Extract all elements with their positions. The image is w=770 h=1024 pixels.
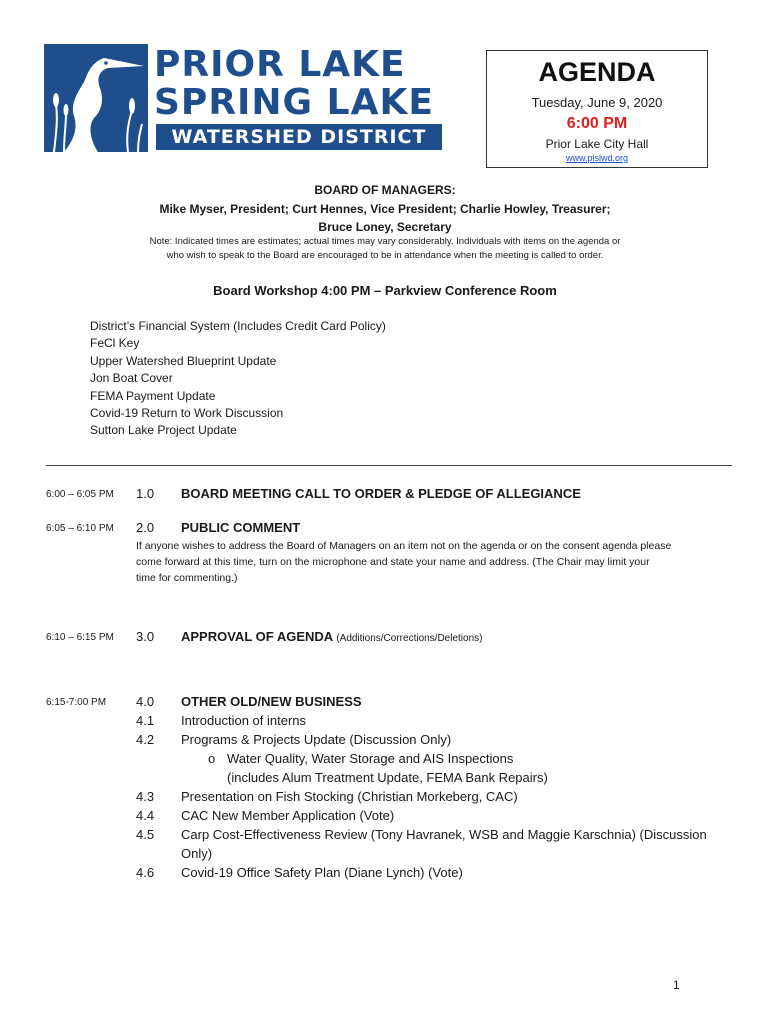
managers-line-1: Mike Myser, President; Curt Hennes, Vice President; Charlie Howley, Treasurer;	[159, 202, 611, 216]
item4-3-text: Presentation on Fish Stocking (Christian Morkeberg, CAC)	[181, 789, 518, 804]
item4-3-number: 4.3	[136, 789, 155, 804]
item2-description-line-3: time for commenting.)	[136, 572, 238, 584]
item4-5-text: Carp Cost-Effectiveness Review (Tony Havranek, WSB and Maggie Karschnia) (Discussion	[181, 827, 707, 842]
item3-number: 3.0	[136, 629, 155, 644]
workshop-item: Jon Boat Cover	[90, 371, 173, 386]
item1-title: BOARD MEETING CALL TO ORDER & PLEDGE OF ALLEGIANCE	[181, 486, 581, 501]
item4-1-text: Introduction of interns	[181, 713, 307, 728]
item2-description-line-2: come forward at this time, turn on the microphone and state your name and address. (The Chair may limit your	[136, 556, 650, 568]
note-line-2: who wish to speak to the Board are encouraged to be in attendance when the meeting is called to order.	[166, 250, 604, 261]
item4-4-number: 4.4	[136, 808, 155, 823]
workshop-item: Upper Watershed Blueprint Update	[90, 353, 277, 368]
item4-2-number: 4.2	[136, 732, 155, 747]
item4-4-text: CAC New Member Application (Vote)	[181, 808, 395, 823]
workshop-title: Board Workshop 4:00 PM – Parkview Conference Room	[213, 283, 557, 298]
logo-line-1: PRIOR LAKE	[154, 44, 406, 85]
item4-1-number: 4.1	[136, 713, 155, 728]
note-line-1: Note: Indicated times are estimates; actual times may vary considerably. Individuals with items on the agenda or	[149, 236, 621, 247]
workshop-item: Sutton Lake Project Update	[90, 423, 237, 438]
managers-line-2: Bruce Loney, Secretary	[318, 220, 452, 234]
workshop-list	[90, 318, 386, 440]
heron-icon	[44, 44, 148, 152]
item3-time: 6:10 – 6:15 PM	[46, 632, 114, 643]
item4-2-bullet-line-2: (includes Alum Treatment Update, FEMA Bank Repairs)	[227, 770, 548, 785]
item2-number: 2.0	[136, 520, 155, 535]
page-number: 1	[673, 978, 680, 992]
item4-number: 4.0	[136, 694, 155, 709]
agenda-box	[486, 50, 708, 168]
meeting-time: 6:00 PM	[566, 115, 628, 132]
item3-heading	[181, 629, 482, 644]
item1-time: 6:00 – 6:05 PM	[46, 489, 114, 500]
item4-title: OTHER OLD/NEW BUSINESS	[181, 694, 362, 709]
item3-title: APPROVAL OF AGENDA	[181, 629, 333, 644]
item1-number: 1.0	[136, 486, 155, 501]
item2-time: 6:05 – 6:10 PM	[46, 523, 114, 534]
workshop-item: FEMA Payment Update	[90, 388, 216, 403]
item4-time: 6:15-7:00 PM	[46, 697, 107, 708]
section-divider	[46, 465, 732, 466]
item4-6-text: Covid-19 Office Safety Plan (Diane Lynch) (Vote)	[181, 865, 463, 880]
logo-line-2: SPRING LAKE	[154, 82, 434, 123]
item2-description-line-1: If anyone wishes to address the Board of Managers on an item not on the agenda or on the consent agenda please	[136, 540, 672, 552]
agenda-title: AGENDA	[538, 57, 656, 87]
item2-title: PUBLIC COMMENT	[181, 520, 301, 535]
workshop-item: District’s Financial System (Includes Credit Card Policy)	[90, 319, 386, 333]
item4-5-number: 4.5	[136, 827, 155, 842]
item3-parenthetical: (Additions/Corrections/Deletions)	[336, 633, 483, 644]
meeting-location: Prior Lake City Hall	[545, 137, 649, 151]
item4-5-continuation: Only)	[181, 846, 213, 861]
logo-band: WATERSHED DISTRICT	[156, 124, 442, 150]
item4-2-text: Programs & Projects Update (Discussion Only)	[181, 732, 452, 747]
workshop-item: Covid-19 Return to Work Discussion	[90, 406, 284, 421]
board-title: BOARD OF MANAGERS:	[314, 183, 456, 197]
district-logo	[44, 44, 444, 152]
workshop-item: FeCl Key	[90, 336, 140, 351]
meeting-date: Tuesday, June 9, 2020	[531, 95, 663, 110]
website-link[interactable]: www.plslwd.org	[565, 153, 629, 163]
bullet-marker: o	[208, 751, 216, 766]
item4-6-number: 4.6	[136, 865, 155, 880]
item4-2-bullet-line-1: Water Quality, Water Storage and AIS Inspections	[227, 751, 514, 766]
